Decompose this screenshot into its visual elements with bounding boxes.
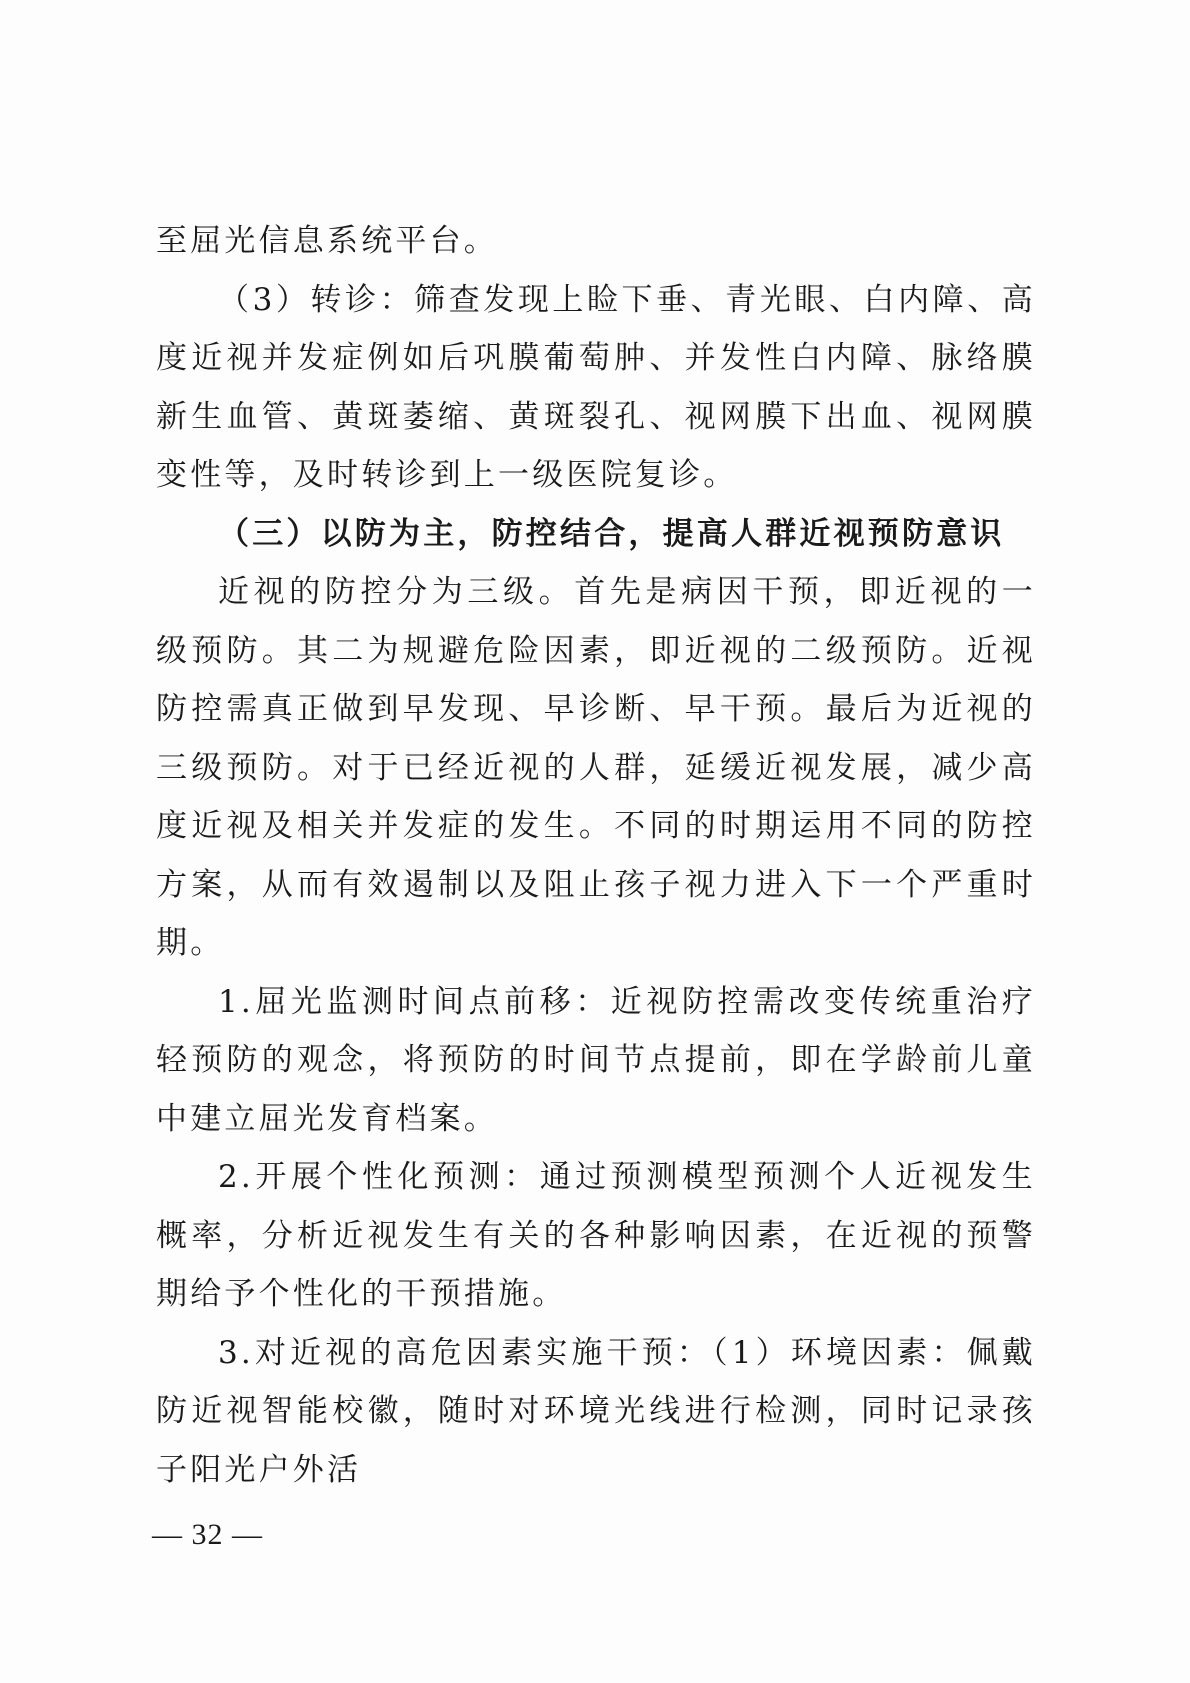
paragraph-item-2: 2.开展个性化预测：通过预测模型预测个人近视发生概率，分析近视发生有关的各种影响因素，在近视的预警期给予个性化的干预措施。 [156,1159,1036,1312]
paragraph-item-1: 1.屈光监测时间点前移：近视防控需改变传统重治疗轻预防的观念，将预防的时间节点提前，即在学龄前儿童中建立屈光发育档案。 [156,983,1036,1137]
body-text [156,212,1036,1499]
paragraph-continuation: 至屈光信息系统平台。 [156,223,498,259]
paragraph-item-3: 3.对近视的高危因素实施干预：（1）环境因素：佩戴防近视智能校徽，随时对环境光线进行检测，同时记录孩子阳光户外活 [156,1334,1036,1488]
paragraph-referral: （3）转诊：筛查发现上睑下垂、青光眼、白内障、高度近视并发症例如后巩膜葡萄肿、并发性白内障、脉络膜新生血管、黄斑萎缩、黄斑裂孔、视网膜下出血、视网膜变性等，及时转诊到上一级医院复诊。 [156,281,1036,493]
page-number: — 32 — [152,1518,263,1551]
paragraph-three-level-prevention: 近视的防控分为三级。首先是病因干预，即近视的一级预防。其二为规避危险因素，即近视的二级预防。近视防控需真正做到早发现、早诊断、早干预。最后为近视的三级预防。对于已经近视的人群，延缓近视发展，减少高度近视及相关并发症的发生。不同的时期运用不同的防控方案，从而有效遏制以及阻止孩子视力进入下一个严重时期。 [156,574,1036,961]
section-heading: （三）以防为主，防控结合，提高人群近视预防意识 [218,515,1005,552]
